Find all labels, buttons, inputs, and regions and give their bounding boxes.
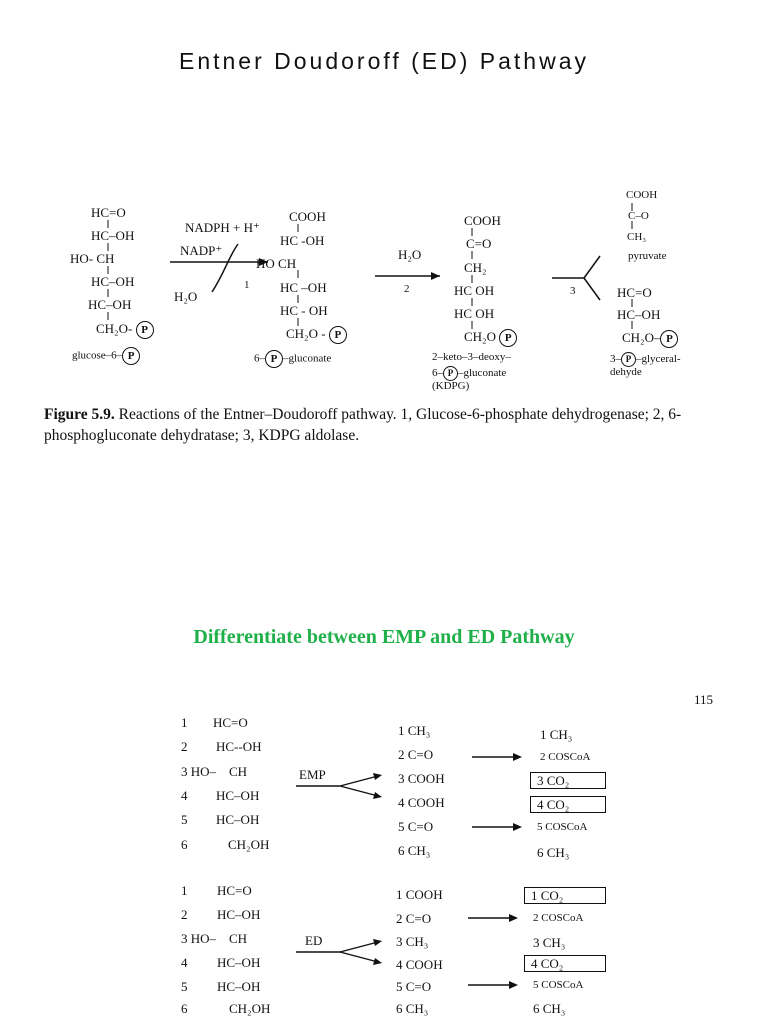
step1-nadp: NADP⁺: [180, 243, 223, 258]
kdpg-line-3: CH₂: [464, 260, 487, 275]
g3p-line-2: HC–OH: [617, 307, 661, 322]
ed-result-3: 3 CH₃: [533, 935, 566, 950]
kdpg-label-1: 2–keto–3–deoxy–: [432, 351, 511, 363]
gluconate-line-4: HC –OH: [280, 280, 327, 295]
kdpg-line-2: C=O: [466, 236, 492, 251]
glucose6p-line-1: HC=O: [91, 205, 126, 220]
emp-result-3: 3 CO₂: [530, 772, 606, 789]
emp-result-2: 2 COSCoA: [540, 751, 591, 763]
kdpg-label-2: 6– P –gluconate: [432, 367, 507, 380]
section-heading: Differentiate between EMP and ED Pathway: [193, 626, 575, 648]
glucose6p-line-4: HC–OH: [91, 274, 135, 289]
kdpg-line-6: CH₂O P: [464, 329, 517, 347]
ed-product-1: 1 COOH: [396, 887, 443, 902]
kdpg-line-5: HC OH: [454, 306, 495, 321]
phosphate-icon: P: [443, 366, 458, 381]
kdpg-line-4: HC OH: [454, 283, 495, 298]
emp-glucose-6: CH₂OH: [228, 837, 270, 852]
kdpg-line-1: COOH: [464, 213, 501, 228]
emp-glucose-num-3: 3 HO–: [181, 764, 217, 779]
ed-product-2: 2 C=O: [396, 911, 432, 926]
emp-glucose-num-1: 1: [181, 715, 188, 730]
emp-result-4: 4 CO₂: [530, 796, 606, 813]
ed-glucose-3: CH: [229, 931, 248, 946]
page-number: 115: [694, 692, 714, 707]
phosphate-icon: P: [265, 350, 283, 368]
ed-result-4: 4 CO₂: [524, 955, 606, 972]
step2-water: H₂O: [398, 247, 422, 262]
emp-glucose-1: HC=O: [213, 715, 248, 730]
phosphate-icon: P: [122, 347, 140, 365]
g3p-label-1: 3– P –glyceral-: [610, 353, 681, 366]
pyruvate-label: pyruvate: [628, 250, 667, 262]
emp-result-6: 6 CH₃: [537, 845, 570, 860]
gluconate-label: 6– P –gluconate: [254, 350, 331, 368]
glucose6p-line-6: CH₂O- P: [96, 321, 154, 339]
ed-glucose-num-4: 4: [181, 955, 188, 970]
pyruvate-line-3: CH₃: [627, 231, 647, 243]
g3p-line-3: CH₂O– P: [622, 330, 678, 348]
page-title: Entner Doudoroff (ED) Pathway: [178, 48, 589, 74]
ed-glucose-5: HC–OH: [217, 979, 261, 994]
kdpg-label-3: (KDPG): [432, 380, 470, 392]
emp-product-1: 1 CH₃: [398, 723, 431, 738]
ed-result-1: 1 CO₂: [524, 887, 606, 904]
ed-glucose-6: CH₂OH: [229, 1001, 271, 1016]
emp-glucose-2: HC--OH: [216, 739, 262, 754]
ed-glucose-num-5: 5: [181, 979, 188, 994]
g3p-line-1: HC=O: [617, 285, 652, 300]
step1-water: H₂O: [174, 289, 198, 304]
pyruvate-line-2: C–O: [628, 210, 649, 222]
emp-product-3: 3 COOH: [398, 771, 445, 786]
ed-glucose-1: HC=O: [217, 883, 252, 898]
glucose6p-label: glucose–6– P: [72, 347, 140, 365]
emp-arrow-label: EMP: [299, 767, 326, 782]
step1-number: 1: [244, 279, 250, 291]
emp-glucose-num-5: 5: [181, 812, 188, 827]
phosphate-icon: P: [329, 326, 347, 344]
emp-glucose-num-6: 6: [181, 837, 188, 852]
figure-caption: Figure 5.9. Reactions of the Entner–Doudoroff pathway. 1, Glucose-6-phosphate dehydrogenase; 2, 6-phosphogluconate dehydratase; 3, KDPG aldolase.: [44, 406, 682, 444]
emp-product-4: 4 COOH: [398, 795, 445, 810]
emp-glucose-3: CH: [229, 764, 248, 779]
ed-glucose-num-1: 1: [181, 883, 188, 898]
glucose6p-line-3: HO- CH: [70, 251, 115, 266]
gluconate-line-3: HO CH: [256, 256, 297, 271]
ed-glucose-num-6: 6: [181, 1001, 188, 1016]
glucose6p-line-5: HC–OH: [88, 297, 132, 312]
step1-nadph: NADPH + H⁺: [185, 220, 260, 235]
ed-glucose-num-2: 2: [181, 907, 188, 922]
gluconate-line-6: CH₂O - P: [286, 326, 347, 344]
ed-result-6: 6 CH₃: [533, 1001, 566, 1016]
ed-arrow-label: ED: [305, 933, 323, 948]
ed-glucose-num-3: 3 HO–: [181, 931, 217, 946]
phosphate-icon: P: [499, 329, 517, 347]
step2-number: 2: [404, 283, 410, 295]
pyruvate-line-1: COOH: [626, 189, 658, 201]
ed-glucose-4: HC–OH: [217, 955, 261, 970]
phosphate-icon: P: [621, 352, 636, 367]
gluconate-line-1: COOH: [289, 209, 326, 224]
emp-product-2: 2 C=O: [398, 747, 434, 762]
g3p-label-2: dehyde: [610, 366, 642, 378]
emp-product-5: 5 C=O: [398, 819, 434, 834]
emp-result-5: 5 COSCoA: [537, 821, 588, 833]
phosphate-icon: P: [136, 321, 154, 339]
ed-glucose-2: HC–OH: [217, 907, 261, 922]
ed-result-2: 2 COSCoA: [533, 912, 584, 924]
ed-product-5: 5 C=O: [396, 979, 432, 994]
ed-product-3: 3 CH₃: [396, 934, 429, 949]
ed-product-6: 6 CH₃: [396, 1001, 429, 1016]
gluconate-line-5: HC - OH: [280, 303, 328, 318]
emp-product-6: 6 CH₃: [398, 843, 431, 858]
gluconate-line-2: HC -OH: [280, 233, 325, 248]
phosphate-icon: P: [660, 330, 678, 348]
emp-glucose-4: HC–OH: [216, 788, 260, 803]
ed-product-4: 4 COOH: [396, 957, 443, 972]
emp-glucose-5: HC–OH: [216, 812, 260, 827]
ed-result-5: 5 COSCoA: [533, 979, 584, 991]
step3-number: 3: [570, 285, 576, 297]
glucose6p-line-2: HC–OH: [91, 228, 135, 243]
emp-glucose-num-4: 4: [181, 788, 188, 803]
emp-glucose-num-2: 2: [181, 739, 188, 754]
emp-result-1: 1 CH₃: [540, 727, 573, 742]
